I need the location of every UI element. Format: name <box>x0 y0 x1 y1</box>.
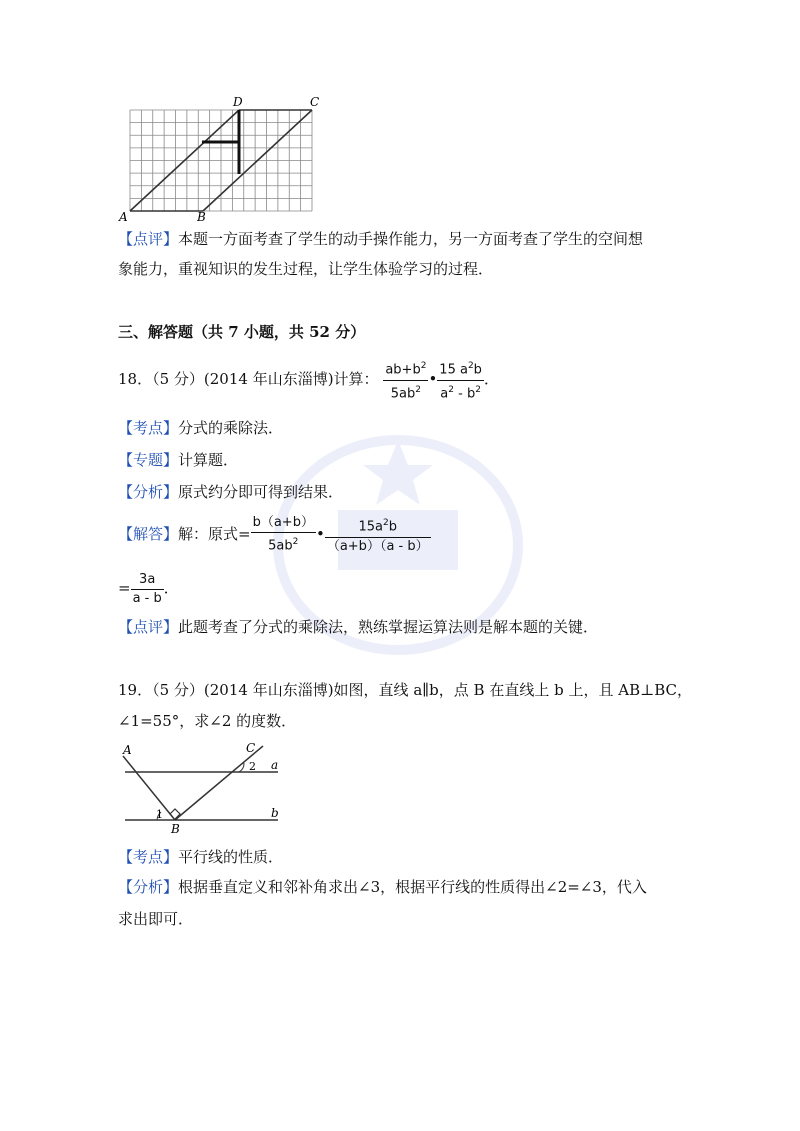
q18-solution-fraction-2: $\frac{15a^2b}{(a+b)(a - b)}$ <box>325 514 431 555</box>
q18-result-fraction: $\frac{3a}{a - b}$ <box>132 571 162 606</box>
q18-kaodian: 【考点】分式的乘除法． <box>118 419 284 437</box>
comment-tag: 【点评】 <box>118 230 179 248</box>
q19-fenxi-line2: 求出即可． <box>118 910 194 928</box>
parallel-lines-figure <box>115 740 290 835</box>
label-line-a: a <box>271 758 279 772</box>
label-a-point: A <box>123 743 132 757</box>
label-c: C <box>310 95 320 109</box>
q18-question: 18．（5 分）(2014 年山东淄博)计算： $\frac{ab+b^2}{5ab^2}$ • $\frac{15 a^2b}{a^2 - b^2}$ ． <box>118 357 499 401</box>
label-angle-1: 1 <box>156 808 163 821</box>
comment1-line1: 【点评】本题一方面考查了学生的动手操作能力，另一方面考查了学生的空间想 <box>118 230 644 248</box>
q18-solution: 【解答】解：原式= $\frac{b(a+b)}{5ab^2}$ • $\frac{15a^2b}{(a+b)(a - b)}$ <box>118 515 429 554</box>
q18-fenxi: 【分析】原式约分即可得到结果． <box>118 483 344 501</box>
q19-kaodian: 【考点】平行线的性质． <box>118 848 284 866</box>
section-heading: 三、解答题（共 7 小题，共 52 分） <box>118 323 366 341</box>
label-d: D <box>233 95 243 109</box>
label-a: A <box>119 210 128 224</box>
label-c-point: C <box>246 741 256 755</box>
q18-fraction-2: $\frac{15 a^2b}{a^2 - b^2}$ <box>437 357 484 403</box>
q18-zhuanti: 【专题】计算题． <box>118 451 239 469</box>
q19-question-line2: ∠1=55°，求∠2 的度数． <box>118 712 297 730</box>
label-line-b: b <box>271 806 279 820</box>
q18-dianping: 【点评】此题考查了分式的乘除法，熟练掌握运算法则是解本题的关键． <box>118 618 599 636</box>
q19-question-line1: 19．（5 分）(2014 年山东淄博)如图，直线 a∥b，点 B 在直线上 b 上，且 AB⊥BC， <box>118 681 692 699</box>
q18-fraction-1: $\frac{ab+b^2}{5ab^2}$ <box>383 357 428 403</box>
q19-fenxi-line1: 【分析】根据垂直定义和邻补角求出∠3，根据平行线的性质得出∠2=∠3，代入 <box>118 878 647 896</box>
label-angle-2: 2 <box>249 760 256 773</box>
label-b: B <box>197 210 206 224</box>
q18-result: = $\frac{3a}{a - b}$ ． <box>118 571 179 606</box>
label-b-point: B <box>171 822 180 835</box>
comment1-line2: 象能力，重视知识的发生过程，让学生体验学习的过程． <box>118 260 494 278</box>
q18-solution-fraction-1: $\frac{b(a+b)}{5ab^2}$ <box>252 515 314 554</box>
grid-parallelogram-figure <box>115 95 330 225</box>
